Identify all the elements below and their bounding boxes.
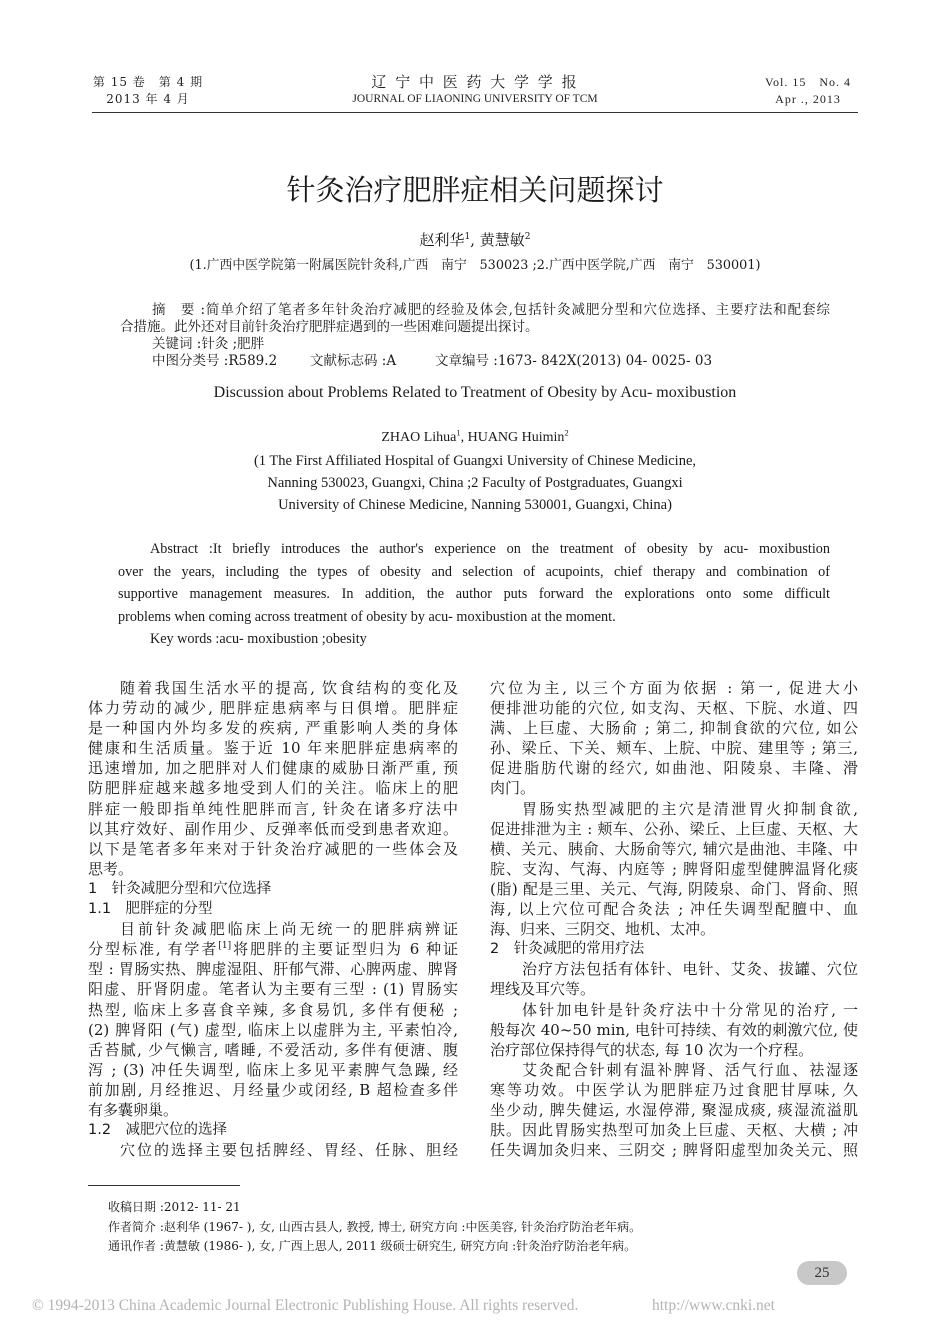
abstract-en-line: problems when coming across treatment of obesity by acu- moxibustion at the moment.	[118, 608, 616, 625]
classification-line	[120, 353, 830, 370]
body-line: 泻 ; (3) 冲任失调型, 临床上多见平素脾气急躁, 经	[88, 1060, 458, 1079]
body-line: 寒等功效。中医学认为肥胖症乃过食肥甘厚味, 久	[490, 1080, 858, 1099]
body-line: 埋线及耳穴等。	[490, 980, 596, 999]
abstract-en-line: over the years, including the types of obesity and selection of acupoints, chief therapy and combination of	[118, 563, 830, 580]
affiliation-en-line: Nanning 530023, Guangxi, China ;2 Faculty of Postgraduates, Guangxi	[267, 475, 683, 491]
header-right-block	[752, 74, 864, 108]
body-line: 促进脂肪代谢的经穴, 如曲池、阳陵泉、丰隆、滑	[490, 759, 858, 778]
footnote-rule	[88, 1185, 240, 1186]
affiliation-en-line: (1 The First Affiliated Hospital of Guangxi University of Chinese Medicine,	[253, 453, 697, 469]
body-line: 舌苔腻, 少气懒言, 嗜睡, 不爱活动, 多伴有便溏、腹	[88, 1040, 458, 1059]
header-volume-issue: 第 15 卷 第 4 期	[92, 75, 204, 89]
body-line: 防肥胖症越来越多地受到人们的关注。临床上的肥	[88, 779, 458, 798]
author-name: 黄慧敏	[479, 231, 525, 249]
body-line: 阳虚、肝肾阴虚。笔者认为主要有三型 : (1) 胃肠实	[88, 980, 458, 999]
body-line: (2) 脾肾阳 (气) 虚型, 临床上以虚胖为主, 平素怕冷,	[88, 1020, 458, 1039]
footnotes	[108, 1198, 848, 1257]
body-line: 热型, 临床上多喜食辛辣, 多食易饥, 多伴有便秘 ;	[88, 1000, 458, 1019]
author-name-en: ZHAO Lihua	[381, 430, 457, 445]
author-affil-marker: 1	[464, 232, 471, 242]
header-rule	[92, 112, 858, 113]
body-line: 脘、支沟、气海、内庭等 ; 脾肾阳虚型健脾温肾化痰	[490, 859, 858, 878]
abstract-en-line: Abstract :It briefly introduces the author's experience on the treatment of obesity by acu- moxibustion	[150, 541, 830, 557]
author-affil-marker: 2	[524, 232, 531, 242]
author-name: 赵利华	[419, 231, 465, 249]
journal-title-en: JOURNAL OF LIAONING UNIVERSITY OF TCM	[352, 93, 598, 105]
article-title-cn: 针灸治疗肥胖症相关问题探讨	[286, 173, 664, 207]
footer-copyright: © 1994-2013 China Academic Journal Electronic Publishing House. All rights reserved.	[32, 1297, 579, 1314]
clc-number: 中图分类号 :R589.2	[152, 353, 278, 369]
abstract-en	[118, 538, 830, 651]
footnote-received: 收稿日期 :2012- 11- 21	[108, 1200, 241, 1214]
section-heading: 1 针灸减肥分型和穴位选择	[88, 880, 272, 897]
body-line: 体力劳动的减少, 肥胖症患病率与日俱增。肥胖症	[88, 699, 458, 718]
body-line: 促进排泄为主 : 颊车、公孙、梁丘、上巨虚、天枢、大	[490, 819, 858, 838]
header-vol-no-en: Vol. 15 No. 4	[764, 75, 852, 89]
body-line: 海, 以上穴位可配合灸法 ; 冲任失调型配膻中、血	[490, 900, 858, 919]
authors-cn	[0, 230, 950, 250]
body-line: 体针加电针是针灸疗法中十分常见的治疗, 一	[522, 1000, 858, 1019]
section-heading: 1.2 减肥穴位的选择	[88, 1122, 228, 1139]
body-line: 孙、梁丘、下关、颊车、上脘、中脘、建里等 ; 第三,	[490, 739, 858, 758]
body-line: 任失调加灸归来、三阴交 ; 脾肾阳虚型加灸关元、照	[490, 1141, 858, 1160]
document-code: 文献标志码 :A	[310, 353, 397, 369]
body-line: (脂) 配是三里、关元、气海, 阴陵泉、命门、肾俞、照	[490, 879, 858, 898]
author-separator: ,	[460, 430, 468, 445]
affiliation-cn: (1.广西中医学院第一附属医院针灸科,广西 南宁 530023 ;2.广西中医学院,广西 南宁 530001)	[189, 258, 761, 273]
body-line: 是一种国内外均多发的疾病, 严重影响人类的身体	[88, 719, 458, 738]
abstract-cn	[120, 302, 830, 370]
page-number-badge: 25	[797, 1261, 847, 1285]
body-line: 健康和生活质量。鉴于近 10 年来肥胖症患病率的	[88, 739, 458, 758]
body-line: 治疗部位保持得气的状态, 每 10 次为一个疗程。	[490, 1040, 814, 1059]
body-line: 胃肠实热型减肥的主穴是清泄胃火抑制食欲,	[522, 799, 858, 818]
affiliation-en	[0, 450, 950, 516]
affiliation-en-line: University of Chinese Medicine, Nanning 530001, Guangxi, China)	[278, 497, 672, 513]
footer-url: http://www.cnki.net	[652, 1297, 775, 1314]
body-line: 横、关元、胰俞、大肠俞等穴, 辅穴是曲池、丰隆、中	[490, 839, 858, 858]
footer	[0, 1296, 950, 1316]
body-line: 肉门。	[490, 779, 536, 798]
body-column-left	[88, 678, 458, 1160]
body-line: 以其疗效好、副作用少、反弹率低而受到患者欢迎。	[88, 819, 458, 838]
author-name-en: HUANG Huimin	[467, 430, 565, 445]
body-line: 有多囊卵巢。	[88, 1100, 179, 1119]
body-line	[88, 939, 458, 959]
body-line: 肤。因此胃肠实热型可加灸上巨虚、天枢、大横 ; 冲	[490, 1121, 858, 1140]
body-line: 艾灸配合针刺有温补脾肾、活气行血、祛湿逐	[522, 1060, 858, 1079]
body-line: 穴位为主, 以三个方面为依据 : 第一, 促进大小	[490, 679, 858, 697]
article-title-en: Discussion about Problems Related to Treatment of Obesity by Acu- moxibustion	[213, 384, 737, 401]
author-affil-marker: 2	[564, 428, 569, 438]
section-heading: 1.1 肥胖症的分型	[88, 901, 213, 918]
body-line: 穴位的选择主要包括脾经、胃经、任脉、胆经	[120, 1141, 458, 1160]
body-line: 以下是笔者多年来对于针灸治疗减肥的一些体会及	[88, 839, 458, 858]
body-line: 随着我国生活水平的提高, 饮食结构的变化及	[120, 679, 458, 697]
journal-title-cn: 辽 宁 中 医 药 大 学 学 报	[371, 73, 579, 91]
abstract-cn-line: 摘 要 :简单介绍了笔者多年针灸治疗减肥的经验及体会,包括针灸减肥分型和穴位选择、主要疗法和配套综	[152, 302, 830, 318]
body-column-right	[490, 678, 858, 1160]
article-number: 文章编号 :1673- 842X(2013) 04- 0025- 03	[435, 353, 713, 369]
body-line: 胖症一般即指单纯性肥胖而言, 针灸在诸多疗法中	[88, 799, 458, 818]
author-separator: ,	[470, 231, 480, 249]
body-line: 海、归来、三阴交、地机、太冲。	[490, 920, 716, 939]
footnote-author-bio: 作者简介 :赵利华 (1967- ), 女, 山西古县人, 教授, 博士, 研究方向 :中医美容, 针灸治疗防治老年病。	[108, 1219, 642, 1234]
body-line: 满、上巨虚、大肠俞 ; 第二, 抑制食欲的穴位, 如公	[490, 719, 858, 738]
footnote-corresponding: 通讯作者 :黄慧敏 (1986- ), 女, 广西上思人, 2011 级硕士研究生, 研究方向 :针灸治疗防治老年病。	[108, 1239, 637, 1253]
body-line-segment: 分型标准, 有学者	[88, 940, 219, 959]
author-affil-marker: 1	[456, 428, 461, 438]
body-line: 坐少动, 脾失健运, 水湿停滞, 聚湿成痰, 痰湿流溢肌	[490, 1100, 858, 1119]
body-line: 思考。	[88, 859, 134, 878]
keywords-en: Key words :acu- moxibustion ;obesity	[150, 631, 367, 647]
keywords-cn: 关键词 :针灸 ;肥胖	[152, 336, 265, 352]
body-line-segment: 将肥胖的主要证型归为 6 种证	[231, 940, 458, 959]
body-line: 前加剧, 月经推迟、月经量少或闭经, B 超检查多伴	[88, 1080, 458, 1099]
body-line: 般每次 40~50 min, 电针可持续、有效的刺激穴位, 使	[490, 1020, 858, 1039]
abstract-en-line: supportive management measures. In addition, the author puts forward the explorations onto some difficult	[118, 586, 830, 602]
body-line: 便排泄功能的穴位, 如支沟、天枢、下脘、水道、四	[490, 699, 858, 718]
body-line: 目前针灸减肥临床上尚无统一的肥胖病辨证	[120, 920, 458, 939]
body-line: 治疗方法包括有体针、电针、艾灸、拔罐、穴位	[522, 960, 858, 979]
citation-ref: [1]	[218, 941, 232, 952]
header-date-en: Apr ., 2013	[775, 92, 841, 106]
abstract-cn-line: 合措施。此外还对目前针灸治疗肥胖症遇到的一些困难问题提出探讨。	[120, 319, 539, 335]
authors-en	[0, 428, 950, 448]
section-heading: 2 针灸减肥的常用疗法	[490, 941, 645, 958]
header-date-cn: 2013 年 4 月	[106, 92, 190, 106]
body-line: 型 : 胃肠实热、脾虚湿阻、肝郁气滞、心脾两虚、脾肾	[88, 960, 458, 979]
body-line: 迅速增加, 加之肥胖对人们健康的威胁日渐严重, 预	[88, 759, 458, 778]
